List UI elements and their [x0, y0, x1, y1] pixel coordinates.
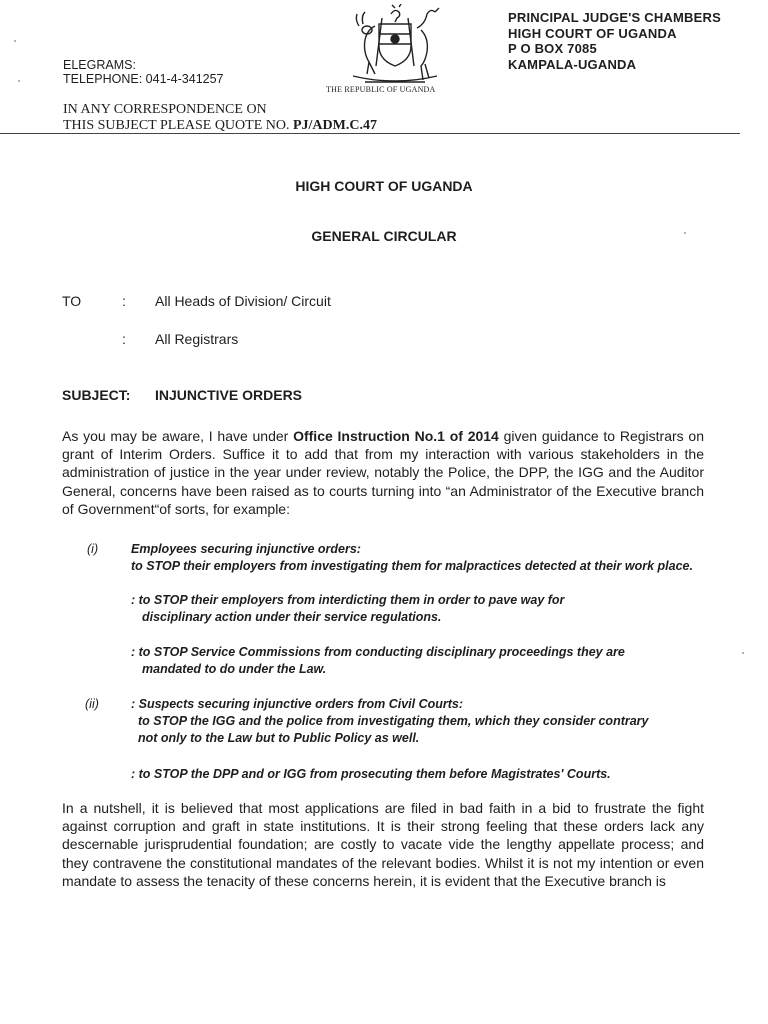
example-number-i: (i) [87, 542, 99, 556]
intro-paragraph [62, 427, 704, 518]
example-ii-point-a-line1: to STOP the IGG and the police from investigating them, which they consider contrary [138, 714, 649, 728]
subject-label: SUBJECT: [62, 387, 131, 403]
example-i-point-c-line1: : to STOP Service Commissions from conducting disciplinary proceedings they are [131, 645, 625, 659]
example-i-point-c-line2: mandated to do under the Law. [142, 662, 327, 676]
scan-speck [14, 40, 16, 42]
correspondence-note [63, 102, 377, 134]
header-divider [0, 133, 740, 134]
republic-caption: THE REPUBLIC OF UGANDA [326, 85, 436, 94]
scan-speck [742, 652, 744, 654]
intro-text-c: given guidance to Registrars on grant of Interim Orders. Suffice it to add that from my interaction with various stakeholders in the administration of justice in the year under review, notably the Police, the DPP, the IGG and the Auditor General, concerns have been raised as to courts turning into “an Administrator of the Executive branch of Government“of sorts, for example: [62, 428, 704, 517]
telephone-number: TELEPHONE: 041-4-341257 [63, 72, 224, 86]
telegrams-label: ELEGRAMS: [63, 58, 136, 72]
scan-speck [684, 232, 686, 234]
to-colon: : [122, 331, 126, 347]
to-colon: : [122, 293, 126, 309]
office-instruction-ref: Office Instruction No.1 of 2014 [293, 428, 499, 444]
example-i-heading: Employees securing injunctive orders: [131, 542, 361, 556]
to-label: TO [62, 293, 82, 309]
addressee-registrars: All Registrars [155, 331, 239, 347]
coat-of-arms-emblem [335, 4, 455, 86]
example-i-point-b-line2: disciplinary action under their service regulations. [142, 610, 442, 624]
correspondence-line-1: IN ANY CORRESPONDENCE ON [63, 102, 267, 117]
scan-speck [18, 80, 20, 82]
address-line: PRINCIPAL JUDGE'S CHAMBERS [508, 10, 721, 25]
addressee-heads: All Heads of Division/ Circuit [155, 293, 331, 309]
correspondence-line-2: THIS SUBJECT PLEASE QUOTE NO. [63, 118, 290, 133]
address-line: HIGH COURT OF UGANDA [508, 25, 677, 41]
example-ii-point-a-line2: not only to the Law but to Public Policy as well. [138, 731, 420, 745]
example-ii-heading: : Suspects securing injunctive orders from Civil Courts: [131, 697, 464, 711]
example-number-ii: (ii) [85, 697, 99, 711]
address-line: KAMPALA-UGANDA [508, 56, 637, 72]
intro-text-a: As you may be aware, I have under [62, 428, 294, 444]
subject-value: INJUNCTIVE ORDERS [155, 387, 303, 403]
example-i-point-b-line1: : to STOP their employers from interdicting them in order to pave way for [131, 593, 565, 607]
address-line: P O BOX 7085 [508, 41, 597, 56]
court-title: HIGH COURT OF UGANDA [295, 178, 473, 194]
chambers-address [508, 10, 721, 72]
example-i-point-a: to STOP their employers from investigating them for malpractices detected at their work place. [131, 559, 693, 573]
example-ii-point-b: : to STOP the DPP and or IGG from prosecuting them before Magistrates' Courts. [131, 767, 611, 781]
circular-title: GENERAL CIRCULAR [311, 228, 457, 244]
nutshell-paragraph: In a nutshell, it is believed that most applications are filed in bad faith in a bid to frustrate the fight against corruption and graft in state institutions. It is their strong feeling that these orders lack any descernable jurisprudential foundation; are costly to vacate vide the lengthy appellate process; and they contravene the constitutional mandates of the relevant bodies. Whilst it is not my intention or even mandate to assess the tenacity of these concerns herein, it is evident that the Executive branch is [62, 800, 704, 889]
reference-number: PJ/ADM.C.47 [292, 118, 377, 133]
